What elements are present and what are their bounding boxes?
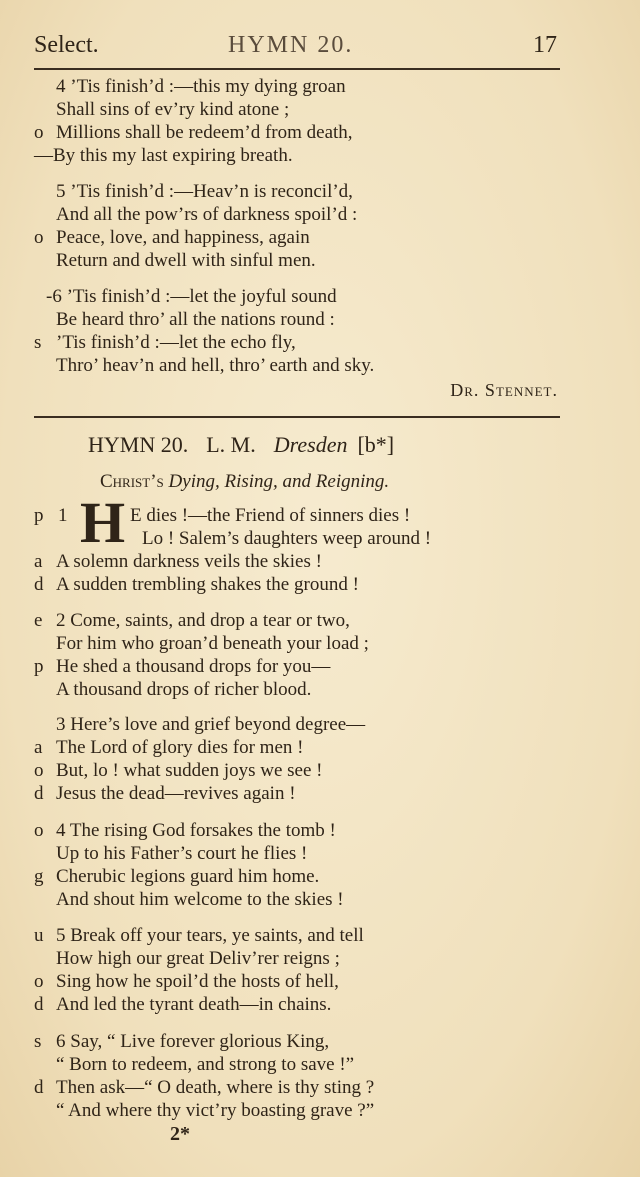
prev-line: 4 ’Tis finish’d :—this my dying groan [56,76,346,97]
performance-mark: o [34,971,44,992]
hymn-title [88,430,508,460]
prev-line: Thro’ heav’n and hell, thro’ earth and sky. [56,355,375,376]
hymn-line: But, lo ! what sudden joys we see ! [56,760,323,781]
hymn-tune: Dresden [273,432,348,457]
hymn-line: 6 Say, “ Live forever glorious King, [56,1031,330,1052]
hymn-line: 4 The rising God forsakes the tomb ! [56,820,336,841]
hymn-line: Then ask—“ O death, where is thy sting ? [56,1077,375,1098]
hymn-subtitle [100,469,389,495]
prev-line: Shall sins of ev’ry kind atone ; [56,99,290,120]
hymn-line: 3 Here’s love and grief beyond degree— [56,714,366,735]
prev-line: ’Tis finish’d :—let the echo fly, [56,332,296,353]
performance-mark: a [34,551,43,572]
hymn-line: He shed a thousand drops for you— [56,656,331,677]
performance-mark: g [34,866,44,887]
prev-line: 5 ’Tis finish’d :—Heav’n is reconcil’d, [56,181,353,202]
hymn-line: For him who groan’d beneath your load ; [56,633,369,654]
performance-mark: o [34,760,44,781]
performance-mark: d [34,994,44,1015]
section-rule [34,416,560,418]
subtitle-rest: Dying, Rising, and Reigning. [168,471,390,492]
performance-mark: p [34,656,44,677]
hymn-line: “ Born to redeem, and strong to save !” [56,1054,355,1075]
performance-mark: d [34,783,44,804]
subtitle-name: Christ’s [100,471,164,492]
hymn-line: Sing how he spoil’d the hosts of hell, [56,971,339,992]
performance-mark: d [34,1077,44,1098]
performance-mark: d [34,574,44,595]
hymn-line: The Lord of glory dies for men ! [56,737,304,758]
prev-line: Be heard thro’ all the nations round : [56,309,335,330]
performance-mark: e [34,610,43,631]
hymn-line: A sudden trembling shakes the ground ! [56,574,359,595]
performance-mark: o [34,122,44,143]
hymn-number: HYMN 20. [88,432,189,457]
hymn-line: How high our great Deliv’rer reigns ; [56,948,340,969]
hymn-line: Lo ! Salem’s daughters weep around ! [142,528,432,549]
hymn-line: A solemn darkness veils the skies ! [56,551,322,572]
prev-line: —By this my last expiring breath. [34,145,293,166]
prev-line: Millions shall be redeem’d from death, [56,122,353,143]
prev-line: Return and dwell with sinful men. [56,250,316,271]
hymn-line: 5 Break off your tears, ye saints, and tell [56,925,364,946]
performance-mark: u [34,925,44,946]
stanza-number: 1 [58,505,68,526]
drop-cap: H [80,490,126,555]
signature-mark: 2* [170,1123,190,1145]
hymn-line: Up to his Father’s court he flies ! [56,843,308,864]
hymn-line: “ And where thy vict’ry boasting grave ?” [56,1100,375,1121]
hymn-line: Jesus the dead—revives again ! [56,783,296,804]
performance-mark: s [34,332,42,353]
hymn-line: And shout him welcome to the skies ! [56,889,344,910]
prev-line: And all the pow’rs of darkness spoil’d : [56,204,358,225]
performance-mark: o [34,227,44,248]
running-head-left: Select. [34,32,99,58]
author-attribution: Dr. Stennet. [450,380,558,400]
performance-mark: o [34,820,44,841]
hymn-meter: L. M. [206,432,256,457]
hymn-line: 2 Come, saints, and drop a tear or two, [56,610,350,631]
prev-line: Peace, love, and happiness, again [56,227,310,248]
performance-mark: s [34,1031,42,1052]
hymn-line: A thousand drops of richer blood. [56,679,312,700]
performance-mark: p [34,505,44,526]
hymn-line: Cherubic legions guard him home. [56,866,320,887]
performance-mark: a [34,737,43,758]
header-rule [34,68,560,70]
running-head-title: HYMN 20. [228,32,354,58]
hymn-line: E dies !—the Friend of sinners dies ! [130,505,411,526]
hymn-key: [b*] [357,432,395,457]
prev-line: -6 ’Tis finish’d :—let the joyful sound [46,286,337,307]
page-number: 17 [533,32,557,58]
hymn-line: And led the tyrant death—in chains. [56,994,332,1015]
